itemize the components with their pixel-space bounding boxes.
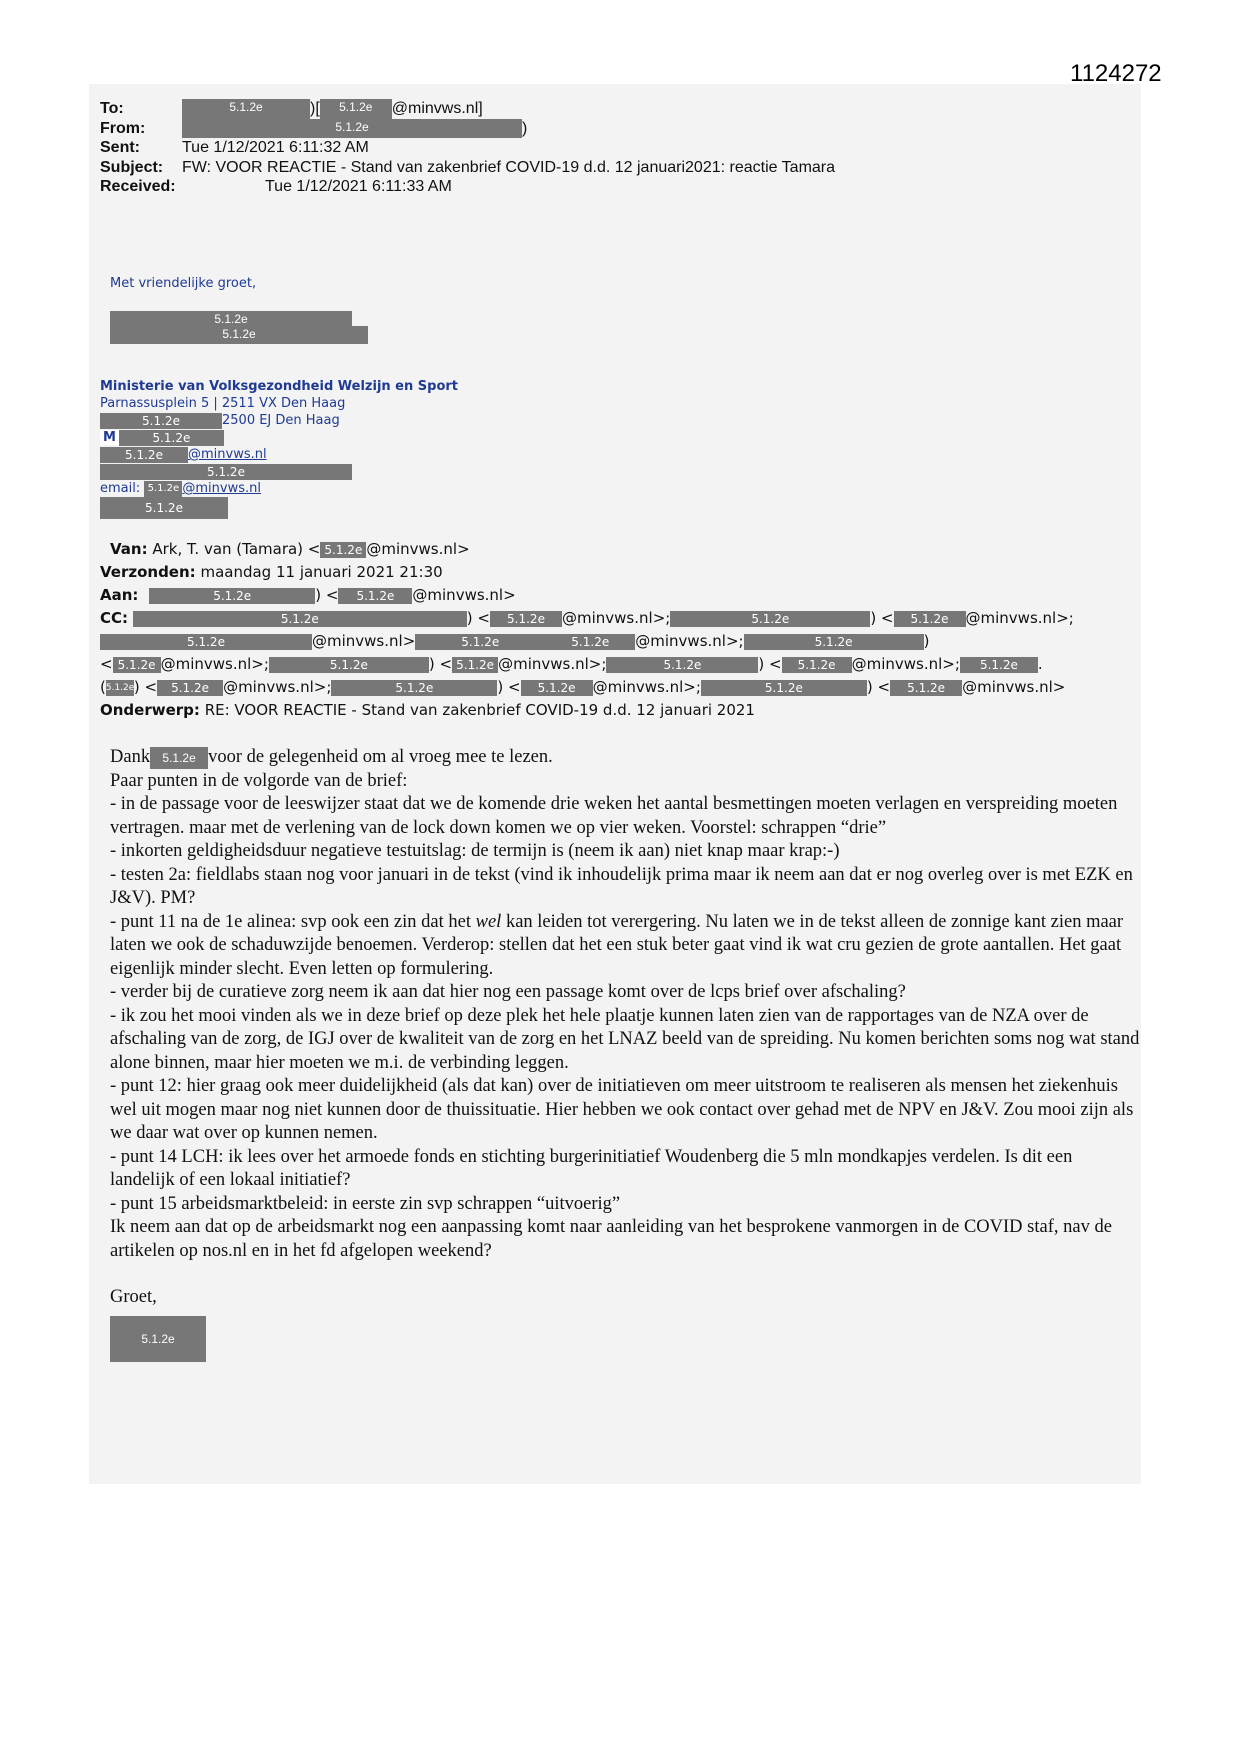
- cc-domain: @minvws.nl>;: [592, 678, 701, 696]
- redaction-box: 5.1.2e: [606, 657, 758, 673]
- document-id: 1124272: [1070, 60, 1162, 87]
- redaction-box: 5.1.2e: [521, 680, 593, 696]
- redaction-box: 5.1.2e: [670, 611, 870, 627]
- body-paragraph: - testen 2a: fieldlabs staan nog voor januari in de tekst (vind ik inhoudelijk prima maar ik neem aan dat er nog overleg over is met EZK en J&V). PM?: [110, 864, 1133, 908]
- body-emphasis: wel: [475, 911, 502, 932]
- redaction-box: 5.1.2e: [100, 413, 222, 429]
- redaction-box: 5.1.2e: [269, 657, 429, 673]
- body-paragraph: - inkorten geldigheidsduur negatieve testuitslag: de termijn is (neem ik aan) niet knap maar krap:-): [110, 841, 840, 861]
- body-paragraph: [110, 746, 1140, 770]
- redaction-box: 5.1.2e: [320, 99, 392, 119]
- email-header: [100, 99, 835, 197]
- redaction-box: 5.1.2e: [894, 611, 966, 627]
- cc-domain: @minvws.nl>;: [965, 609, 1074, 627]
- received-label: Received:: [100, 178, 176, 195]
- cc-row-3: [100, 653, 1074, 676]
- redaction-box: 5.1.2e: [320, 542, 366, 558]
- cc-domain: @minvws.nl>;: [635, 632, 744, 650]
- redaction-box: 5.1.2e: [331, 680, 497, 696]
- cc-dot: .: [1037, 655, 1043, 673]
- redaction-box: 5.1.2e: [149, 588, 315, 604]
- van-value: Ark, T. van (Tamara) <: [152, 540, 321, 558]
- body-paragraph: Paar punten in de volgorde van de brief:: [110, 770, 408, 791]
- verzonden-value: maandag 11 januari 2021 21:30: [200, 563, 443, 581]
- redaction-row: [100, 463, 458, 480]
- to-domain: @minvws.nl]: [391, 100, 483, 117]
- email-row-1: [100, 446, 458, 463]
- redaction-box: 5.1.2e: [490, 611, 562, 627]
- body-paragraph: - in de passage voor de leeswijzer staat dat we de komende drie weken het aantal besmettingen moeten verlagen en verspreiding moeten vertragen. maar met de verlening van de lock down komen we op vier weken. Voorstel: schrappen “drie”: [110, 794, 1118, 838]
- cc-row-4: [100, 676, 1074, 699]
- redaction-box: 5.1.2e: [113, 657, 161, 673]
- redaction-box: 5.1.2e: [782, 657, 852, 673]
- cc-domain: @minvws.nl>;: [851, 655, 960, 673]
- body-paragraph: - punt 14 LCH: ik lees over het armoede fonds en stichting burgerinitiatief Woudenberg die 5 mln mondkapjes verdelen. Is dit een landelijk of een lokaal initiatief?: [110, 1146, 1073, 1190]
- cc-domain: @minvws.nl>;: [498, 655, 607, 673]
- redaction-box: 5.1.2e: [960, 657, 1038, 673]
- redaction-box: 5.1.2e: [701, 680, 867, 696]
- cc-separator: ) <: [870, 609, 894, 627]
- cc-label: CC:: [100, 609, 129, 627]
- redaction-box: 5.1.2e: [452, 657, 498, 673]
- postal-row: [100, 412, 458, 429]
- cc-open: (: [100, 678, 106, 696]
- email-row-2: [100, 480, 458, 497]
- cc-separator: ) <: [428, 655, 453, 673]
- cc-separator: ) <: [133, 678, 158, 696]
- redaction-box: 5.1.2e: [110, 311, 352, 327]
- redaction-box: 5.1.2e: [545, 634, 635, 650]
- redaction-box: 5.1.2e: [100, 447, 188, 463]
- sent-label: Sent:: [100, 139, 140, 156]
- cc-domain: @minvws.nl>: [312, 632, 416, 650]
- redaction-box: 5.1.2e: [157, 680, 223, 696]
- cc-domain: @minvws.nl>;: [160, 655, 269, 673]
- closing: Groet,: [110, 1287, 157, 1307]
- cc-lt: <: [100, 655, 113, 673]
- aan-row: [100, 584, 1074, 607]
- body-paragraph: [110, 911, 1140, 982]
- from-row: [100, 119, 835, 139]
- cc-close: ): [923, 632, 930, 650]
- email-link[interactable]: @minvws.nl: [188, 447, 267, 462]
- sent-value: Tue 1/12/2021 6:11:32 AM: [182, 139, 369, 156]
- redaction-box: 5.1.2e: [119, 430, 224, 446]
- verzonden-row: [100, 561, 1074, 584]
- email-label: email:: [100, 481, 141, 496]
- cc-domain: @minvws.nl>: [962, 678, 1066, 696]
- body-text: - punt 11 na de 1e alinea: svp ook een zin dat het: [110, 911, 476, 932]
- subject-row: [100, 158, 835, 178]
- mobile-label: M: [100, 430, 119, 445]
- cc-row-2: [100, 630, 1074, 653]
- aan-label: Aan:: [100, 586, 139, 604]
- onderwerp-row: [100, 699, 1074, 722]
- cc-separator: ) <: [497, 678, 521, 696]
- redaction-box: 5.1.2e: [890, 680, 962, 696]
- redaction-box: 5.1.2e: [338, 588, 412, 604]
- message-body: [110, 746, 1140, 1362]
- body-text: Dank: [110, 747, 151, 767]
- redaction-box: 5.1.2e: [100, 634, 312, 650]
- subject-label: Subject:: [100, 158, 164, 176]
- body-paragraph: - punt 15 arbeidsmarktbeleid: in eerste zin svp schrappen “uitvoerig”: [110, 1193, 621, 1214]
- aan-domain: @minvws.nl>: [412, 586, 516, 604]
- redaction-box: 5.1.2e: [182, 119, 522, 139]
- body-paragraph: - ik zou het mooi vinden als we in deze brief op deze plek het hele plaatje kunnen laten zien van de rapportages van de NZA over de afschaling van de zorg, de IGJ over de kwaliteit van de zorg en het LNAZ beeld van de spreiding. Nu komen berichten soms nog wat stand alone binnen, maar hier moeten we m.i. de verbinding leggen.: [110, 1005, 1140, 1073]
- subject-value: FW: VOOR REACTIE - Stand van zakenbrief COVID-19 d.d. 12 januari2021: reactie Tamara: [182, 158, 836, 176]
- ministry-name: Ministerie van Volksgezondheid Welzijn en Sport: [100, 379, 459, 394]
- aan-separator: ) <: [315, 586, 339, 604]
- forwarded-meta: [100, 538, 1074, 722]
- cc-domain: @minvws.nl>;: [562, 609, 671, 627]
- body-paragraph: Ik neem aan dat op de arbeidsmarkt nog een aanpassing komt naar aanleiding van het besprokene vanmorgen in de COVID staf, nav de artikelen op nos.nl en in het fd afgelopen weekend?: [110, 1217, 1112, 1261]
- cc-row-1: [100, 607, 1074, 630]
- postal-address: 2500 EJ Den Haag: [222, 413, 340, 428]
- redaction-box: 5.1.2e: [106, 680, 134, 696]
- ministry-block: [100, 378, 458, 519]
- to-row: [100, 99, 835, 119]
- van-label: Van:: [110, 540, 148, 558]
- ministry-address: Parnassusplein 5 | 2511 VX Den Haag: [100, 396, 346, 411]
- to-label: To:: [100, 100, 124, 117]
- cc-domain: @minvws.nl>;: [223, 678, 332, 696]
- received-value: Tue 1/12/2021 6:11:33 AM: [265, 178, 452, 195]
- redaction-box: 5.1.2e: [144, 481, 182, 497]
- redaction-row-2: [100, 497, 458, 519]
- cc-separator: ) <: [466, 609, 490, 627]
- redaction-box: 5.1.2e: [110, 1316, 206, 1362]
- sent-row: [100, 138, 835, 158]
- redaction-box: 5.1.2e: [744, 634, 924, 650]
- received-row: [100, 177, 835, 197]
- mobile-row: [100, 429, 458, 446]
- cc-separator: ) <: [866, 678, 891, 696]
- closing-signature: [110, 1316, 1140, 1362]
- signature-redaction-2: [110, 326, 368, 344]
- redaction-box: 5.1.2e: [100, 497, 228, 519]
- redaction-box: 5.1.2e: [150, 747, 208, 769]
- redaction-box: 5.1.2e: [133, 611, 467, 627]
- cc-separator: ) <: [758, 655, 782, 673]
- to-separator: )[: [310, 100, 320, 117]
- signature-greeting: Met vriendelijke groet,: [110, 276, 257, 291]
- onderwerp-label: Onderwerp:: [100, 701, 200, 719]
- redaction-box: 5.1.2e: [100, 464, 352, 480]
- verzonden-label: Verzonden:: [100, 563, 196, 581]
- body-text: voor de gelegenheid om al vroeg mee te lezen.: [208, 747, 553, 767]
- redaction-box: 5.1.2e: [110, 326, 368, 344]
- body-paragraph: - punt 12: hier graag ook meer duidelijkheid (als dat kan) over de initiatieven om meer uitstroom te realiseren als mensen het ziekenhuis wel uit mogen maar nog niet kunnen door de thuissituatie. Hier hebben we ook contact over gehad met de NPV en J&V. Zou mooi zijn als we daar wat over op kunnen nemen.: [110, 1076, 1134, 1143]
- body-text: kan leiden tot verergering. Nu laten we in de tekst alleen de zonnige kant zien maar laten we ook de schaduwzijde benoemen. Verderop: stellen dat het een stuk beter gaat vind ik wat cru gezien de grote aantallen. Het gaat eigenlijk minder slecht. Even letten op formulering.: [110, 911, 1124, 979]
- redaction-box: 5.1.2e: [182, 99, 310, 119]
- van-row: [100, 538, 1074, 561]
- from-label: From:: [100, 119, 146, 137]
- van-domain: @minvws.nl>: [366, 540, 470, 558]
- redaction-box: 5.1.2e: [415, 634, 545, 650]
- body-paragraph: - verder bij de curatieve zorg neem ik aan dat hier nog een passage komt over de lcps brief over afschaling?: [110, 982, 906, 1002]
- onderwerp-value: RE: VOOR REACTIE - Stand van zakenbrief COVID-19 d.d. 12 januari 2021: [204, 701, 755, 719]
- email-link-2[interactable]: @minvws.nl: [182, 481, 261, 496]
- from-close: ): [522, 119, 528, 137]
